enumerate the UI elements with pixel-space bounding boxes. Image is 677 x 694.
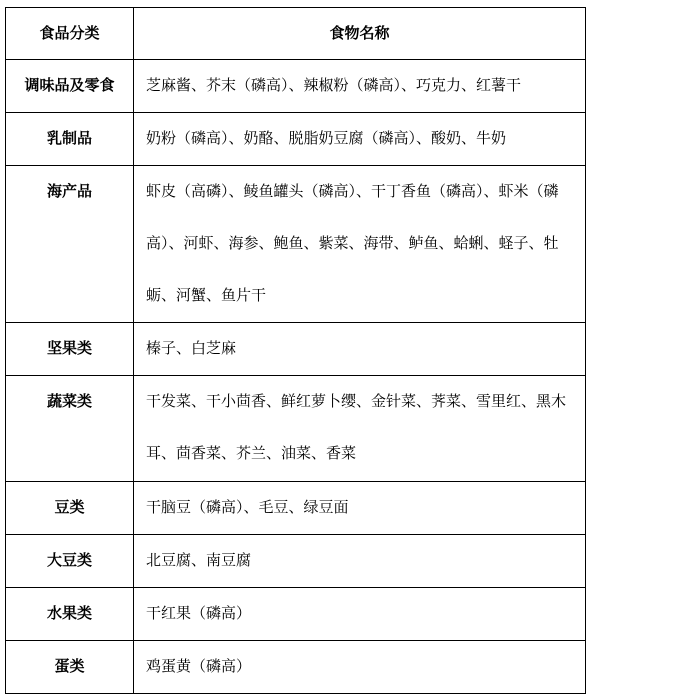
table-header-row <box>6 8 586 60</box>
foods-cell: 榛子、白芝麻 <box>134 323 586 376</box>
foods-cell: 虾皮（高磷）、鲮鱼罐头（磷高）、干丁香鱼（磷高）、虾米（磷高）、河虾、海参、鲍鱼、紫菜、海带、鲈鱼、蛤蜊、蛏子、牡蛎、河蟹、鱼片干 <box>134 166 586 323</box>
table-row <box>6 113 586 166</box>
foods-cell: 干红果（磷高） <box>134 588 586 641</box>
foods-cell: 奶粉（磷高）、奶酪、脱脂奶豆腐（磷高）、酸奶、牛奶 <box>134 113 586 166</box>
category-cell: 坚果类 <box>6 323 134 376</box>
header-cell-foods: 食物名称 <box>134 8 586 60</box>
table-row <box>6 588 586 641</box>
category-cell: 海产品 <box>6 166 134 323</box>
table-row <box>6 641 586 694</box>
table-row <box>6 482 586 535</box>
category-cell: 水果类 <box>6 588 134 641</box>
category-cell: 蔬菜类 <box>6 376 134 482</box>
table-row <box>6 60 586 113</box>
foods-cell: 芝麻酱、芥末（磷高）、辣椒粉（磷高）、巧克力、红薯干 <box>134 60 586 113</box>
table-row <box>6 376 586 482</box>
food-category-table <box>5 7 586 694</box>
foods-cell: 北豆腐、南豆腐 <box>134 535 586 588</box>
category-cell: 调味品及零食 <box>6 60 134 113</box>
header-cell-category: 食品分类 <box>6 8 134 60</box>
foods-cell: 鸡蛋黄（磷高） <box>134 641 586 694</box>
category-cell: 豆类 <box>6 482 134 535</box>
foods-cell: 干脑豆（磷高）、毛豆、绿豆面 <box>134 482 586 535</box>
category-cell: 乳制品 <box>6 113 134 166</box>
foods-cell: 干发菜、干小茴香、鲜红萝卜缨、金针菜、荠菜、雪里红、黑木耳、茴香菜、芥兰、油菜、香菜 <box>134 376 586 482</box>
table-row <box>6 323 586 376</box>
table-row <box>6 535 586 588</box>
category-cell: 蛋类 <box>6 641 134 694</box>
table-row <box>6 166 586 323</box>
category-cell: 大豆类 <box>6 535 134 588</box>
